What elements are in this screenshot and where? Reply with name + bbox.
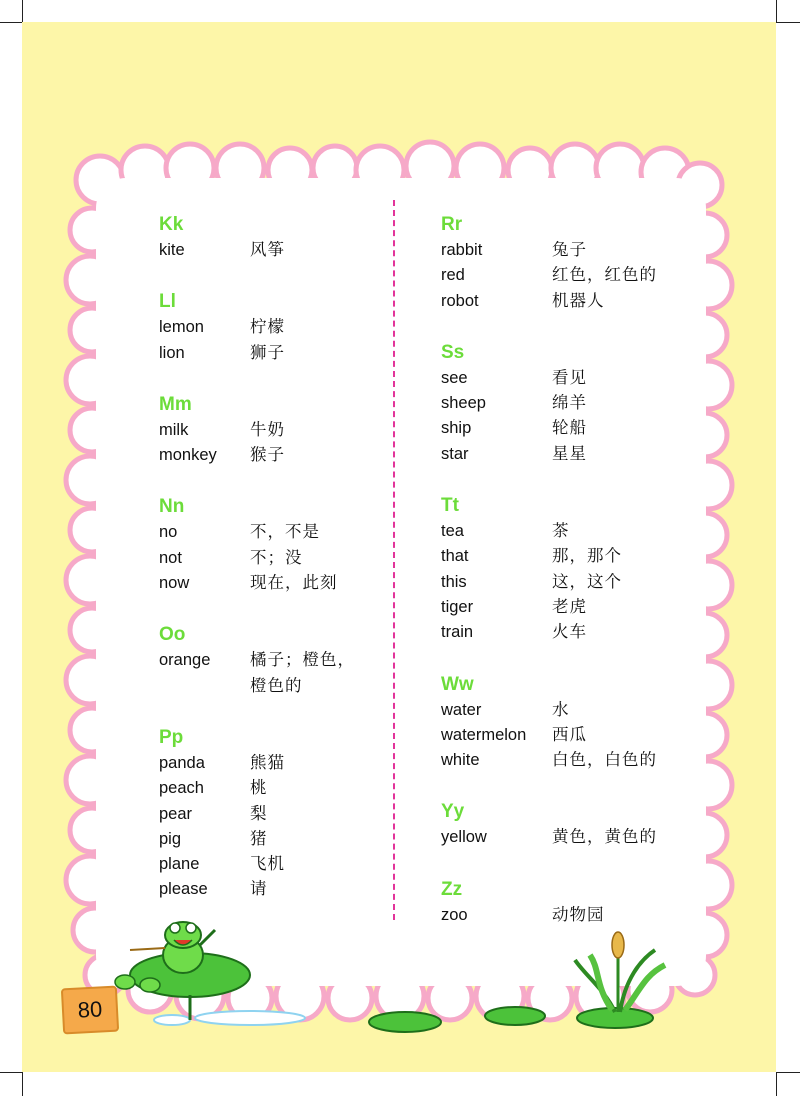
vocab-row <box>159 341 389 366</box>
chinese-meaning: 不，不是 <box>250 523 320 542</box>
english-word: pig <box>159 829 182 848</box>
chinese-meaning: 桃 <box>250 779 268 798</box>
column-divider <box>393 200 395 920</box>
vocab-row <box>159 776 389 801</box>
chinese-meaning: 动物园 <box>552 905 605 924</box>
page-number: 80 <box>61 986 119 1035</box>
chinese-meaning: 星星 <box>552 444 587 463</box>
english-word: kite <box>159 241 185 259</box>
letter-heading: Ss <box>441 341 465 363</box>
letter-heading: Mm <box>159 393 192 415</box>
vocab-row <box>159 571 389 596</box>
letter-heading: Zz <box>441 878 463 900</box>
vocab-row <box>159 238 389 263</box>
english-word: lemon <box>159 318 204 337</box>
english-word: yellow <box>441 828 487 847</box>
vocab-row <box>159 648 389 699</box>
chinese-meaning: 不；没 <box>250 548 303 567</box>
chinese-meaning: 猪 <box>250 829 268 848</box>
vocab-row <box>441 595 671 620</box>
letter-group-k <box>159 212 389 263</box>
chinese-meaning: 梨 <box>250 804 268 823</box>
vocab-row <box>441 519 671 544</box>
vocab-row <box>441 748 671 773</box>
chinese-meaning: 看见 <box>552 368 587 387</box>
chinese-meaning: 水 <box>552 700 570 719</box>
vocab-row <box>159 315 389 340</box>
left-column <box>159 212 389 929</box>
vocab-row <box>159 443 389 468</box>
english-word: see <box>441 368 468 387</box>
vocab-row <box>159 418 389 443</box>
vocab-row <box>159 520 389 545</box>
vocab-row <box>441 289 671 314</box>
english-word: sheep <box>441 394 486 413</box>
letter-heading: Pp <box>159 726 184 748</box>
letter-group-z <box>441 877 671 928</box>
chinese-meaning: 老虎 <box>552 597 587 616</box>
english-word: zoo <box>441 905 468 924</box>
chinese-meaning: 机器人 <box>552 291 605 310</box>
letter-group-o <box>159 622 389 699</box>
english-word: train <box>441 623 474 642</box>
letter-group-n <box>159 494 389 596</box>
vocab-row <box>159 546 389 571</box>
vocab-row <box>441 416 671 441</box>
english-word: robot <box>441 291 479 310</box>
vocab-row <box>441 723 671 748</box>
vocab-row <box>441 366 671 391</box>
letter-heading: Rr <box>441 214 463 235</box>
vocab-row <box>441 570 671 595</box>
english-word: red <box>441 266 465 285</box>
letter-group-l <box>159 289 389 366</box>
vocab-row <box>441 698 671 723</box>
chinese-meaning: 猴子 <box>250 446 285 465</box>
vocab-row <box>159 751 389 776</box>
english-word: milk <box>159 420 189 439</box>
chinese-meaning: 那，那个 <box>552 547 622 566</box>
right-column <box>441 212 671 954</box>
chinese-meaning: 请 <box>250 880 268 899</box>
chinese-meaning: 绵羊 <box>552 394 587 413</box>
chinese-meaning: 茶 <box>552 522 570 541</box>
chinese-meaning: 这，这个 <box>552 572 622 591</box>
water-puddle-icon <box>154 1011 305 1025</box>
chinese-meaning: 红色，红色的 <box>552 266 657 285</box>
letter-group-p <box>159 725 389 903</box>
letter-heading: Ll <box>159 291 176 313</box>
english-word: water <box>441 700 482 719</box>
letter-heading: Tt <box>441 495 459 517</box>
english-word: please <box>159 880 208 899</box>
letter-heading: Ww <box>441 673 474 695</box>
letter-group-m <box>159 392 389 469</box>
english-word: watermelon <box>441 725 527 744</box>
english-word: not <box>159 548 182 567</box>
letter-group-r <box>441 212 671 314</box>
chinese-meaning: 白色，白色的 <box>552 751 657 770</box>
letter-group-s <box>441 340 671 467</box>
chinese-meaning: 西瓜 <box>552 725 587 744</box>
chinese-meaning: 牛奶 <box>250 420 285 439</box>
english-word: star <box>441 444 469 463</box>
chinese-meaning: 黄色，黄色的 <box>552 828 657 847</box>
letter-heading: Oo <box>159 624 186 646</box>
chinese-meaning: 飞机 <box>250 855 285 874</box>
chinese-meaning: 现在，此刻 <box>250 574 338 593</box>
english-word: now <box>159 574 190 593</box>
chinese-meaning: 橘子；橙色， 橙色的 <box>250 651 355 695</box>
vocab-row <box>159 827 389 852</box>
vocab-row <box>441 903 671 928</box>
vocab-row <box>441 825 671 850</box>
vocab-row <box>441 544 671 569</box>
chinese-meaning: 兔子 <box>552 241 587 259</box>
chinese-meaning: 狮子 <box>250 343 285 362</box>
chinese-meaning: 风筝 <box>250 241 285 259</box>
vocab-row <box>159 802 389 827</box>
english-word: peach <box>159 779 204 798</box>
vocab-row <box>441 391 671 416</box>
letter-heading: Kk <box>159 214 184 235</box>
english-word: pear <box>159 804 193 823</box>
vocab-row <box>441 263 671 288</box>
english-word: tiger <box>441 597 474 616</box>
chinese-meaning: 火车 <box>552 623 587 642</box>
english-word: plane <box>159 855 200 874</box>
letter-group-y <box>441 799 671 850</box>
letter-group-w <box>441 672 671 774</box>
vocab-row <box>159 852 389 877</box>
letter-heading: Nn <box>159 496 185 518</box>
vocab-row <box>441 238 671 263</box>
vocab-row <box>441 620 671 645</box>
english-word: panda <box>159 753 205 772</box>
english-word: orange <box>159 651 211 670</box>
chinese-meaning: 熊猫 <box>250 753 285 772</box>
english-word: white <box>441 751 480 770</box>
english-word: monkey <box>159 446 217 465</box>
chinese-meaning: 轮船 <box>552 419 587 438</box>
letter-heading: Yy <box>441 801 465 823</box>
chinese-meaning: 柠檬 <box>250 318 285 337</box>
english-word: this <box>441 572 467 591</box>
english-word: lion <box>159 343 185 362</box>
english-word: ship <box>441 419 472 438</box>
english-word: that <box>441 547 469 566</box>
vocab-row <box>441 442 671 467</box>
english-word: tea <box>441 522 464 541</box>
vocab-row <box>159 877 389 902</box>
english-word: no <box>159 523 178 542</box>
letter-group-t <box>441 493 671 645</box>
english-word: rabbit <box>441 241 483 259</box>
